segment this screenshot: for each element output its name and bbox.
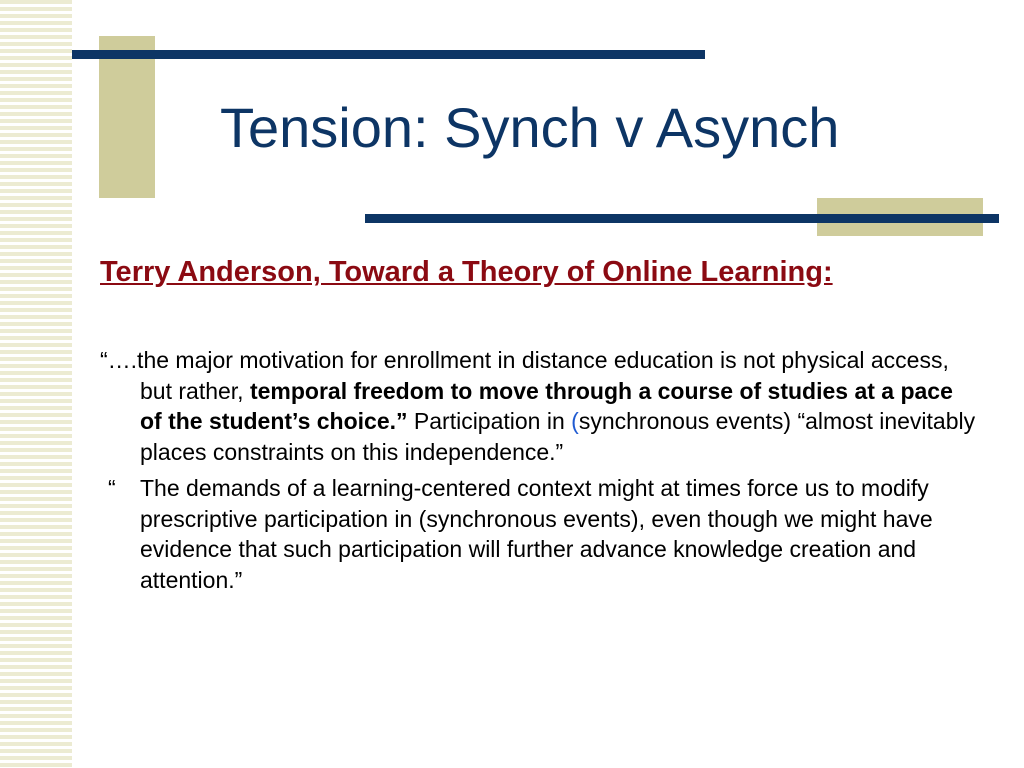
quote-tail-text: synchronous events) “almost inevitably places constraints on this independence.” bbox=[140, 408, 976, 465]
slide-title: Tension: Synch v Asynch bbox=[220, 96, 840, 159]
decorative-block-top bbox=[99, 36, 155, 198]
second-quote-paragraph bbox=[100, 473, 980, 595]
quote-middle-text: Participation in bbox=[407, 408, 572, 434]
title-rule-top bbox=[72, 50, 705, 59]
quote-open-paren: ( bbox=[571, 408, 579, 434]
quote-mark: “ bbox=[108, 475, 116, 501]
title-rule-bottom bbox=[365, 214, 999, 223]
citation-heading: Terry Anderson, Toward a Theory of Online Learning: bbox=[100, 256, 833, 288]
decorative-stripes bbox=[0, 0, 72, 768]
slide-body bbox=[100, 254, 980, 595]
quote-paragraph bbox=[100, 345, 980, 467]
quote-emphasis-text: temporal freedom to move through a course of studies at a pace of the student’s choice.” bbox=[140, 377, 953, 434]
second-quote-text: The demands of a learning-centered context might at times force us to modify prescriptive participation in (synchronous events), even though we might have evidence that such participation will further advance knowledge creation and attention.” bbox=[140, 475, 933, 593]
quote-lead-text: “….the major motivation for enrollment in distance education is not physical access, but rather, bbox=[100, 347, 949, 404]
